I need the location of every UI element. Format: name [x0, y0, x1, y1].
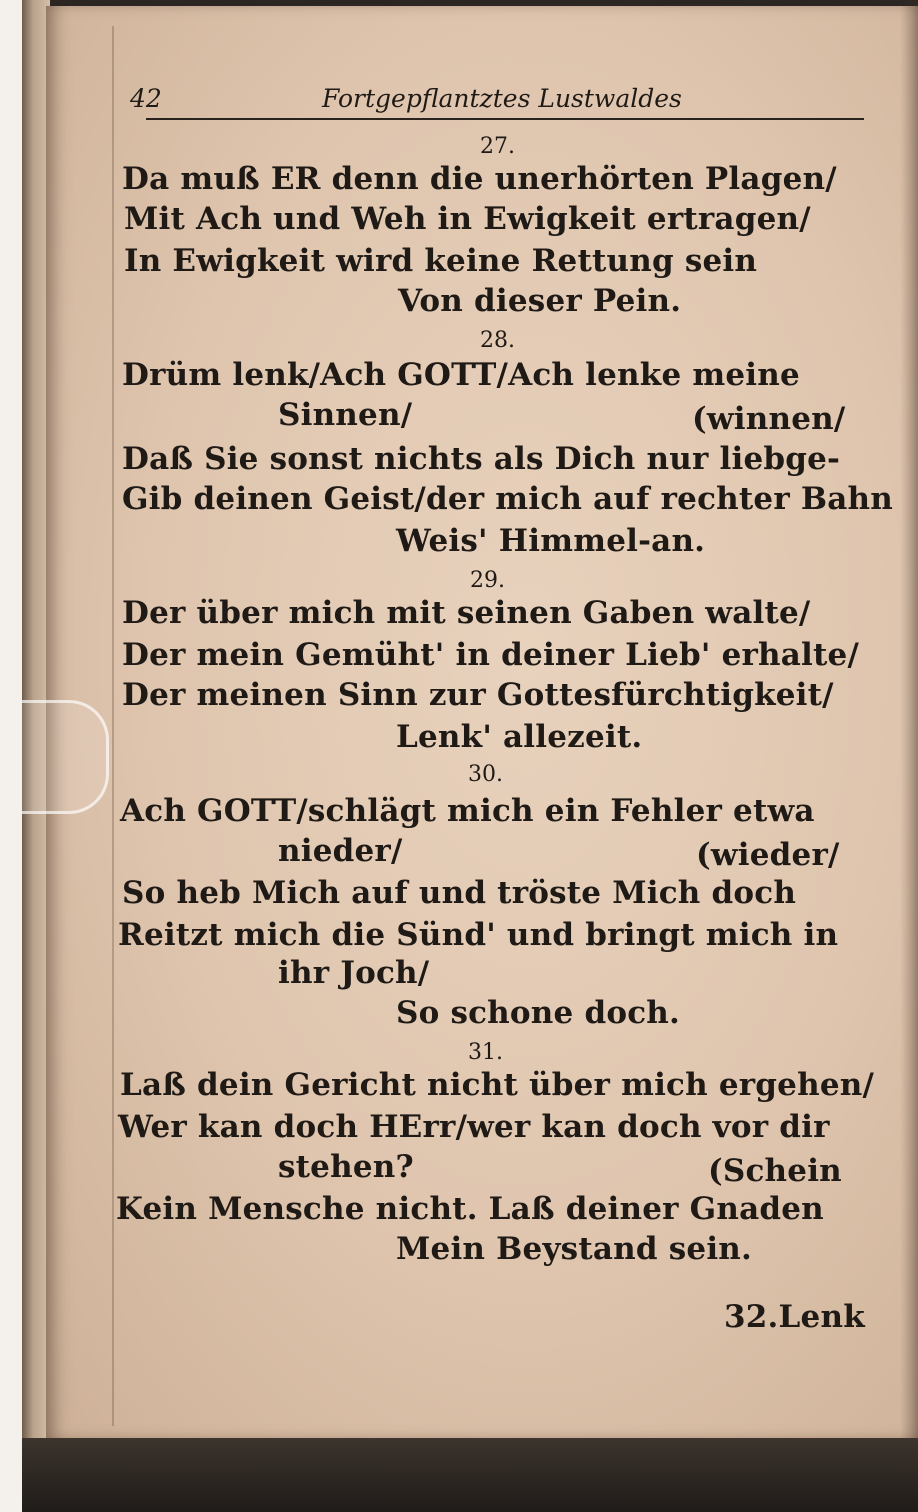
verse-line: stehen?: [278, 1149, 414, 1185]
verse-line: Kein Mensche nicht. Laß deiner Gnaden: [116, 1191, 824, 1227]
verse-line: Lenk' allezeit.: [396, 719, 643, 755]
running-title: Fortgepflantztes Lustwaldes: [322, 84, 682, 113]
stanza-number: 30.: [468, 762, 503, 787]
verse-line: In Ewigkeit wird keine Rettung sein: [124, 243, 758, 279]
verse-line: Drüm lenk/Ach GOTT/Ach lenke meine: [122, 357, 800, 393]
verse-line: Gib deinen Geist/der mich auf rechter Bahn: [122, 481, 894, 517]
stanza-number: 28.: [480, 328, 515, 353]
verse-line: Ach GOTT/schlägt mich ein Fehler etwa: [120, 793, 815, 829]
verse-line: Von dieser Pein.: [398, 283, 682, 319]
verse-line: ihr Joch/: [278, 955, 430, 991]
verse-line: Der meinen Sinn zur Gottesfürchtigkeit/: [122, 677, 834, 713]
verse-line-runover: (wieder/: [696, 837, 840, 873]
verse-line: Daß Sie sonst nichts als Dich nur liebge-: [122, 441, 841, 477]
stanza-number: 31.: [468, 1040, 503, 1065]
verse-line: Mit Ach und Weh in Ewigkeit ertragen/: [124, 201, 811, 237]
catchword: 32.Lenk: [724, 1299, 865, 1335]
verse-line-runover: (Schein: [708, 1153, 842, 1189]
page-number: 42: [130, 84, 162, 113]
verse-line: Sinnen/: [278, 397, 413, 433]
verse-line: Wer kan doch HErr/wer kan doch vor dir: [118, 1109, 830, 1145]
verse-line: Weis' Himmel-an.: [396, 523, 706, 559]
verse-line: Da muß ER denn die unerhörten Plagen/: [122, 161, 837, 197]
header-rule: [146, 118, 864, 120]
verse-line: Der mein Gemüht' in deiner Lieb' erhalte/: [122, 637, 859, 673]
verse-line: Laß dein Gericht nicht über mich ergehen/: [120, 1067, 875, 1103]
verse-line: So schone doch.: [396, 995, 681, 1031]
verse-line: So heb Mich auf und tröste Mich doch: [122, 875, 797, 911]
verse-line: Reitzt mich die Sünd' und bringt mich in: [118, 917, 839, 953]
verse-line-runover: (winnen/: [692, 401, 846, 437]
stanza-number: 29.: [470, 568, 505, 593]
verse-line: Mein Beystand sein.: [396, 1231, 753, 1267]
stanza-number: 27.: [480, 134, 515, 159]
verse-line: nieder/: [278, 833, 403, 869]
verse-line: Der über mich mit seinen Gaben walte/: [122, 595, 811, 631]
